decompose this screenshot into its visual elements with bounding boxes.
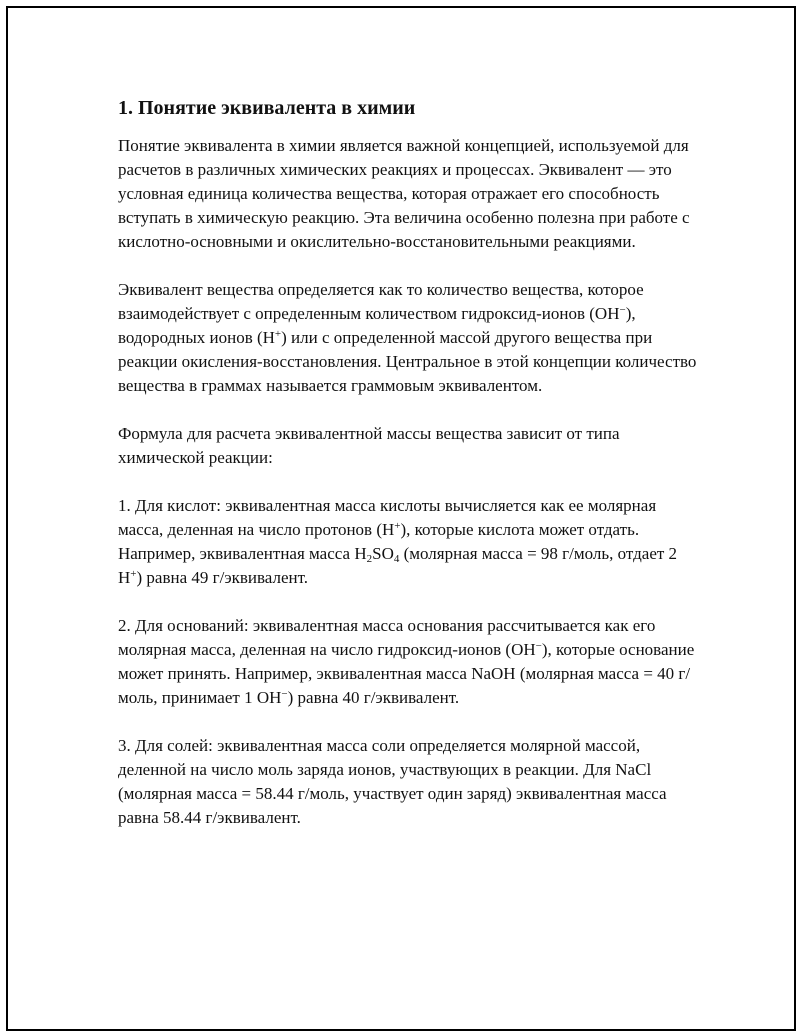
- text-fragment: 2. Для оснований: эквивалентная масса основания рассчитывается как его молярная масса, деленная на число гидроксид-ионов (OH: [118, 616, 656, 659]
- paragraph-bases: [118, 614, 698, 710]
- superscript-minus: −: [281, 688, 288, 700]
- text-fragment: ), которые кислота может отдать. Например, эквивалентная масса H: [118, 520, 640, 563]
- paragraph-salts: 3. Для солей: эквивалентная масса соли определяется молярной массой, деленной на число моль заряда ионов, участвующих в реакции. Для NaCl (молярная масса = 58.44 г/моль, участвует один заряд) эквивалентная масса равна 58.44 г/эквивалент.: [118, 736, 667, 827]
- subscript-4: 4: [393, 553, 400, 565]
- text-fragment: ) равна 40 г/эквивалент.: [287, 688, 460, 707]
- text-fragment: ) или с определенной массой другого вещества при реакции окисления-восстановления. Центральное в этой концепции количество вещества в граммах называется граммовым эквивалентом.: [118, 328, 697, 395]
- text-fragment: ), водородных ионов (H: [118, 304, 636, 347]
- paragraph-formula-intro: Формула для расчета эквивалентной массы вещества зависит от типа химической реакции:: [118, 424, 620, 467]
- paragraph-definition: [118, 278, 698, 398]
- text-fragment: ), которые основание может принять. Например, эквивалентная масса NaOH (молярная масса = 40 г/моль, принимает 1 OH: [118, 640, 695, 707]
- paragraph-intro: Понятие эквивалента в химии является важной концепцией, используемой для расчетов в различных химических реакциях и процессах. Эквивалент — это условная единица количества вещества, которая отражает его способность вступать в химическую реакцию. Эта величина особенно полезна при работе с кислотно-основными и окислительно-восстановительными реакциями.: [118, 136, 690, 251]
- superscript-minus: −: [619, 304, 626, 316]
- superscript-plus: +: [394, 520, 401, 532]
- superscript-plus: +: [130, 568, 137, 580]
- superscript-plus: +: [274, 328, 282, 340]
- text-fragment: ) равна 49 г/эквивалент.: [136, 568, 309, 587]
- subscript-2: 2: [366, 553, 373, 565]
- text-fragment: 1. Для кислот: эквивалентная масса кислоты вычисляется как ее молярная масса, деленная на число протонов (H: [118, 496, 657, 539]
- paragraph-acids: [118, 494, 698, 590]
- section-heading: 1. Понятие эквивалента в химии: [118, 97, 416, 119]
- text-fragment: (молярная масса = 98 г/моль, отдает 2 H: [118, 544, 678, 587]
- document-body: [118, 96, 698, 854]
- text-fragment: SO: [372, 544, 394, 563]
- superscript-minus: −: [535, 640, 542, 652]
- text-fragment: Эквивалент вещества определяется как то количество вещества, которое взаимодействует с определенным количеством гидроксид-ионов (OH: [118, 280, 644, 323]
